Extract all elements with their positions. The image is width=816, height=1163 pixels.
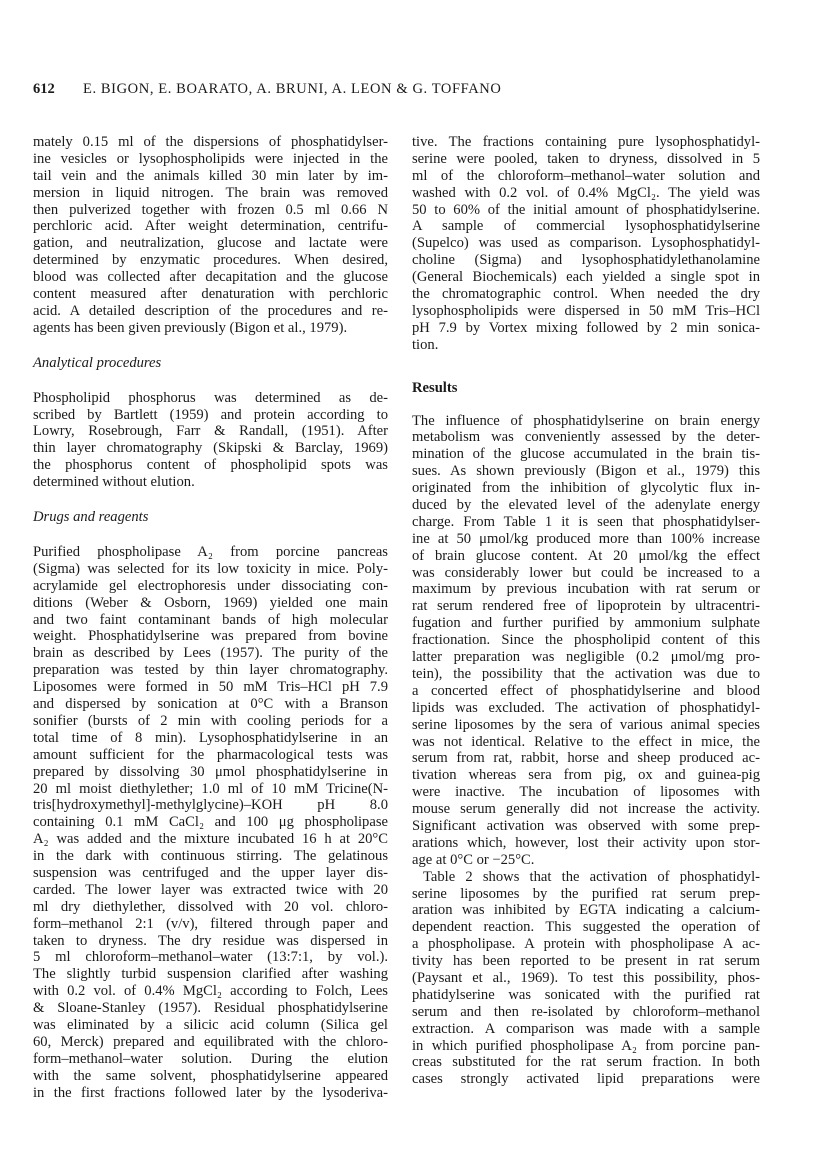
text-line: The influence of phosphatidylserine on brain energy: [412, 412, 760, 429]
text-line: ml of the chloroform–methanol–water solution and: [412, 167, 760, 184]
left-column: [33, 134, 388, 1101]
text-line: Liposomes were formed in 50 mM Tris–HCl pH 7.9: [33, 679, 388, 696]
text-line: then pulverized together with frozen 0.5 ml 0.66 N: [33, 201, 388, 218]
text-line: mouse serum generally did not increase the activity.: [412, 801, 760, 818]
text-line: prepared by dissolving 30 μmol phosphatidylserine in: [33, 763, 388, 780]
text-line: A sample of commercial lysophosphatidylserine: [412, 218, 760, 235]
text-line: Purified phospholipase A₂ from porcine pancreas: [33, 544, 388, 561]
text-line: tail vein and the animals killed 30 min later by im-: [33, 167, 388, 184]
text-line: & Sloane-Stanley (1957). Residual phosphatidylserine: [33, 1000, 388, 1017]
text-line: sues. As shown previously (Bigon et al., 1979) this: [412, 463, 760, 480]
text-line: gation, and neutralization, glucose and lactate were: [33, 235, 388, 252]
text-line: tive. The fractions containing pure lysophosphatidyl-: [412, 134, 760, 150]
text-line: perchloric acid. After weight determination, centrifu-: [33, 218, 388, 235]
text-line: were inactive. The incubation of liposomes with: [412, 784, 760, 801]
text-line: tivation whereas sera from pig, ox and guinea-pig: [412, 767, 760, 784]
text-line: lipids was excluded. The activation of phosphatidyl-: [412, 699, 760, 716]
text-line: Table 2 shows that the activation of phosphatidyl-: [423, 868, 760, 885]
text-line: charge. From Table 1 it is seen that phosphatidylser-: [412, 513, 760, 530]
text-line: originated from the inhibition of glycolytic flux in-: [412, 480, 760, 497]
text-line: form–methanol–water solution. During the elution: [33, 1050, 388, 1067]
text-line: a concerted effect of phosphatidylserine and blood: [412, 682, 760, 699]
text-line: choline (Sigma) and lysophosphatidylethanolamine: [412, 252, 760, 269]
text-line: A₂ was added and the mixture incubated 16 h at 20°C: [33, 831, 388, 848]
text-line: 5 ml chloroform–methanol–water (13:7:1, by vol.).: [33, 949, 388, 966]
text-line: tris[hydroxymethyl]-methylglycine)–KOH pH 8.0: [33, 797, 388, 814]
text-line: taken to dryness. The dry residue was dispersed in: [33, 932, 388, 949]
text-line: the phosphorus content of phospholipid spots was: [33, 457, 388, 474]
text-line: fugation and further purified by ammonium sulphate: [412, 615, 760, 632]
text-line: extraction. A comparison was made with a sample: [412, 1020, 760, 1037]
text-line: (Sigma) was selected for its low toxicity in mice. Poly-: [33, 560, 388, 577]
text-line: cases strongly activated lipid preparations were: [412, 1071, 760, 1088]
authors-line: E. BIGON, E. BOARATO, A. BRUNI, A. LEON & G. TOFFANO: [83, 81, 502, 97]
text-line: carded. The lower layer was extracted twice with 20: [33, 881, 388, 898]
text-line: form–methanol 2:1 (v/v), filtered through paper and: [33, 915, 388, 932]
text-line: preparation was tested by thin layer chromatography.: [33, 662, 388, 679]
paragraph: [33, 390, 388, 491]
text-line: with 0.2 vol. of 0.4% MgCl₂ according to Folch, Lees: [33, 983, 388, 1000]
text-line: latter preparation was negligible (0.2 μmol/mg pro-: [412, 649, 760, 666]
text-line: was considerably lower but could be increased to a: [412, 564, 760, 581]
text-line: pH 7.9 by Vortex mixing followed by 2 min sonica-: [412, 319, 760, 336]
text-line: lysophospholipids were dispersed in 50 mM Tris–HCl: [412, 302, 760, 319]
text-line: amount sufficient for the pharmacological tests was: [33, 746, 388, 763]
text-line: mersion in liquid nitrogen. The brain was removed: [33, 184, 388, 201]
running-header: [33, 81, 501, 98]
text-line: mately 0.15 ml of the dispersions of phosphatidylser-: [33, 134, 388, 150]
text-line: maximum by previous incubation with rat serum or: [412, 581, 760, 598]
text-line: (General Biochemicals) each yielded a single spot in: [412, 269, 760, 286]
paragraph: [33, 544, 388, 1101]
paragraph: [33, 134, 388, 337]
text-line: ml dry diethylether, dissolved with 20 vol. chloro-: [33, 898, 388, 915]
text-line: of brain glucose content. At 20 μmol/kg the effect: [412, 547, 760, 564]
text-line: and two faint contaminant bands of high molecular: [33, 611, 388, 628]
text-line: ine at 50 μmol/kg produced more than 100% increase: [412, 530, 760, 547]
right-column: [412, 134, 760, 1088]
text-line: metabolism was conveniently assessed by the deter-: [412, 429, 760, 446]
text-line: brain as described by Lees (1957). The purity of the: [33, 645, 388, 662]
text-line: dependent reaction. This suggested the operation of: [412, 919, 760, 936]
text-line: creas substituted for the rat serum fraction. In both: [412, 1054, 760, 1071]
text-line: tion.: [412, 336, 439, 353]
text-line: the chromatographic control. When needed the dry: [412, 286, 760, 303]
text-line: age at 0°C or −25°C.: [412, 851, 535, 868]
text-line: duced by the elevated level of the adenylate energy: [412, 497, 760, 514]
text-line: with the same solvent, phosphatidylserine appeared: [33, 1067, 388, 1084]
text-line: in which purified phospholipase A₂ from porcine pan-: [412, 1037, 760, 1054]
section-heading: Results: [412, 379, 458, 396]
text-line: in the dark with continuous stirring. The gelatinous: [33, 848, 388, 865]
text-line: ine vesicles or lysophospholipids were injected in the: [33, 150, 388, 167]
text-line: sonifier (bursts of 2 min with cooling periods for a: [33, 712, 388, 729]
text-line: fractionation. Since the phospholipid content of this: [412, 632, 760, 649]
paragraph: [412, 134, 760, 354]
paragraph: [412, 869, 760, 1089]
text-line: in the first fractions followed later by the lysoderiva-: [33, 1084, 388, 1101]
text-line: serine liposomes by the purified rat serum prep-: [412, 885, 760, 902]
text-line: 20 ml moist diethylether; 1.0 ml of 10 mM Tricine(N-: [33, 780, 388, 797]
text-line: Phospholipid phosphorus was determined as de-: [33, 389, 388, 406]
page-number: 612: [33, 81, 55, 97]
text-line: (Supelco) was used as comparison. Lysophosphatidyl-: [412, 235, 760, 252]
text-line: ditions (Weber & Osborn, 1969) yielded one main: [33, 594, 388, 611]
text-line: total time of 8 min). Lysophosphatidylserine in an: [33, 729, 388, 746]
text-line: weight. Phosphatidylserine was prepared from bovine: [33, 628, 388, 645]
text-line: 60, Merck) prepared and equilibrated with the chloro-: [33, 1033, 388, 1050]
text-line: (Paysant et al., 1969). To test this possibility, phos-: [412, 969, 760, 986]
text-line: Lowry, Rosebrough, Farr & Randall, (1951). After: [33, 423, 388, 440]
text-line: acid. A detailed description of the procedures and re-: [33, 302, 388, 319]
text-line: serine were pooled, taken to dryness, dissolved in 5: [412, 150, 760, 167]
text-line: content measured after denaturation with perchloric: [33, 286, 388, 303]
text-line: 50 to 60% of the initial amount of phosphatidylserine.: [412, 201, 760, 218]
text-line: serum and then re-isolated by chloroform–methanol: [412, 1003, 760, 1020]
text-line: arations which, however, lost their activity upon stor-: [412, 834, 760, 851]
text-line: tein), the possibility that the activation was due to: [412, 665, 760, 682]
text-line: serine liposomes by the sera of various animal species: [412, 716, 760, 733]
text-line: agents has been given previously (Bigon et al., 1979).: [33, 319, 348, 336]
text-line: determined without elution.: [33, 474, 195, 491]
text-line: phatidylserine was sonicated with the purified rat: [412, 986, 760, 1003]
text-line: was eliminated by a silicic acid column (Silica gel: [33, 1016, 388, 1033]
text-line: determined by enzymatic procedures. When desired,: [33, 252, 388, 269]
text-line: and dispersed by sonication at 0°C with a Branson: [33, 696, 388, 713]
text-line: rat serum rendered free of lipoprotein by ultracentri-: [412, 598, 760, 615]
text-line: was not identical. Relative to the effect in mice, the: [412, 733, 760, 750]
text-line: tivity has been reported to be present in rat serum: [412, 953, 760, 970]
section-heading: Drugs and reagents: [33, 509, 149, 526]
text-line: thin layer chromatography (Skipski & Barclay, 1969): [33, 440, 388, 457]
text-line: The slightly turbid suspension clarified after washing: [33, 966, 388, 983]
text-line: aration was inhibited by EGTA indicating a calcium-: [412, 902, 760, 919]
text-line: a phospholipase. A protein with phospholipase A ac-: [412, 936, 760, 953]
text-line: serum from rat, rabbit, horse and sheep produced ac-: [412, 750, 760, 767]
text-line: blood was collected after decapitation and the glucose: [33, 269, 388, 286]
text-line: mination of the glucose accumulated in the brain tis-: [412, 446, 760, 463]
section-heading: Analytical procedures: [33, 354, 162, 371]
text-line: Significant activation was observed with some prep-: [412, 817, 760, 834]
text-line: containing 0.1 mM CaCl₂ and 100 μg phospholipase: [33, 814, 388, 831]
paragraph: [412, 413, 760, 869]
text-line: scribed by Bartlett (1959) and protein according to: [33, 406, 388, 423]
text-line: suspension was centrifuged and the upper layer dis-: [33, 864, 388, 881]
text-line: acrylamide gel electrophoresis under dissociating con-: [33, 577, 388, 594]
text-line: washed with 0.2 vol. of 0.4% MgCl₂. The yield was: [412, 184, 760, 201]
